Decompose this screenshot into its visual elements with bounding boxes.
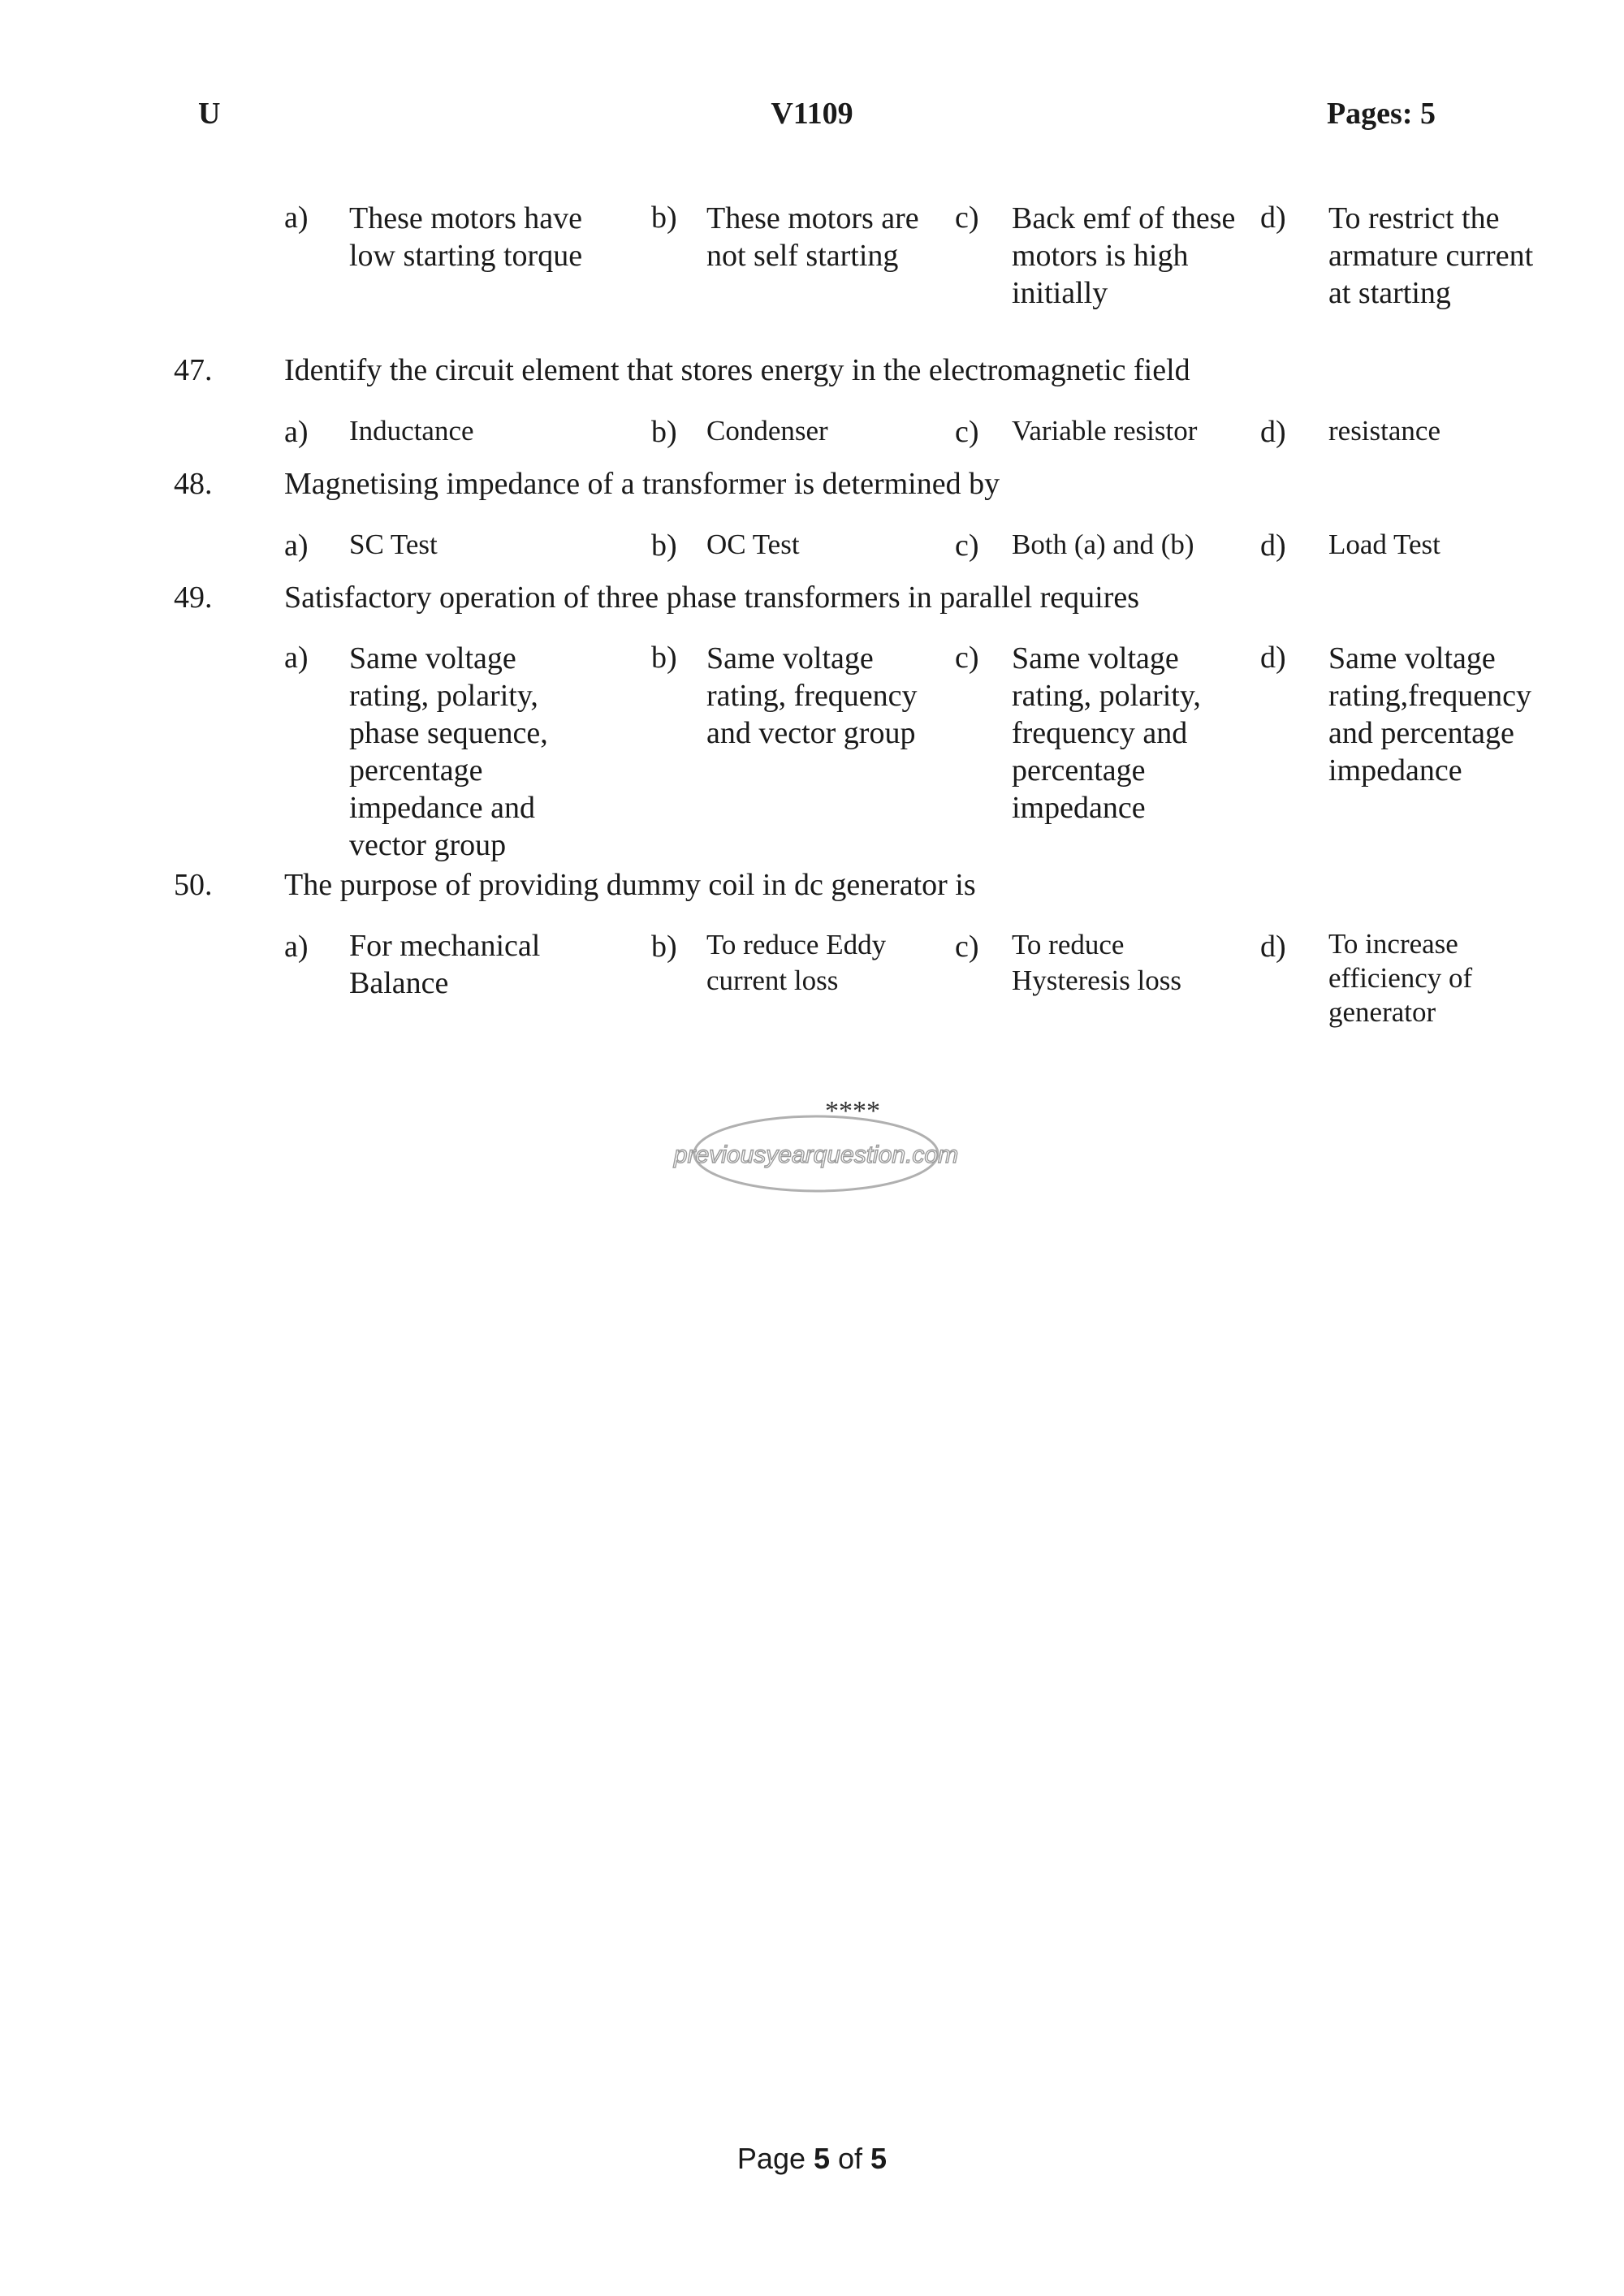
option-letter: d) (1260, 415, 1286, 449)
question-number: 49. (174, 580, 213, 615)
footer-middle: of (830, 2142, 871, 2175)
option-b: Same voltage rating, frequency and vector group (706, 641, 918, 750)
question-text: Identify the circuit element that stores energy in the electromagnetic field (284, 353, 1190, 387)
option-a: These motors have low starting torque (349, 201, 583, 273)
end-of-paper-marker: **** (825, 1096, 880, 1126)
option-letter: d) (1260, 641, 1286, 675)
option-letter: b) (651, 930, 677, 964)
option-b: To reduce Eddy current loss (706, 929, 887, 996)
option-d: resistance (1328, 415, 1440, 447)
question-number: 48. (174, 467, 213, 501)
page-footer (0, 2142, 1624, 2176)
option-d: To restrict the armature current at starting (1328, 201, 1534, 310)
option-letter: c) (955, 201, 979, 235)
option-a: Same voltage rating, polarity, phase sequence, percentage impedance and vector group (349, 641, 548, 862)
option-letter: a) (284, 641, 309, 675)
question-number: 50. (174, 868, 213, 902)
option-letter: a) (284, 930, 309, 964)
question-text: Satisfactory operation of three phase transformers in parallel requires (284, 580, 1140, 615)
option-letter: b) (651, 201, 677, 235)
option-letter: a) (284, 201, 309, 235)
header-paper-code: V1109 (771, 97, 853, 131)
option-letter: a) (284, 529, 309, 563)
option-letter: c) (955, 930, 979, 964)
option-d: Load Test (1328, 529, 1440, 560)
option-letter: c) (955, 529, 979, 563)
option-b: Condenser (706, 415, 828, 447)
header-paper-set: U (198, 97, 221, 131)
option-a: SC Test (349, 529, 438, 560)
option-d: To increase efficiency of generator (1328, 928, 1473, 1028)
header-page-count: Pages: 5 (1326, 97, 1436, 131)
option-a: For mechanical Balance (349, 929, 541, 1000)
footer-prefix: Page (736, 2142, 814, 2175)
option-b: These motors are not self starting (706, 201, 919, 273)
option-letter: c) (955, 415, 979, 449)
option-c: Back emf of these motors is high initially (1012, 201, 1236, 310)
option-d: Same voltage rating,frequency and percentage impedance (1328, 641, 1532, 788)
option-letter: b) (651, 415, 677, 449)
footer-current-page: 5 (813, 2142, 831, 2175)
option-c: Both (a) and (b) (1012, 529, 1194, 560)
option-a: Inductance (349, 415, 474, 447)
option-letter: b) (651, 641, 677, 675)
option-letter: d) (1260, 529, 1286, 563)
watermark-logo (673, 1114, 959, 1193)
option-c: Variable resistor (1012, 415, 1198, 447)
option-b: OC Test (706, 529, 800, 560)
option-letter: a) (284, 415, 309, 449)
question-text: The purpose of providing dummy coil in dc generator is (284, 868, 976, 902)
option-letter: b) (651, 529, 677, 563)
option-letter: d) (1260, 201, 1286, 235)
option-letter: d) (1260, 930, 1286, 964)
option-c: To reduce Hysteresis loss (1012, 929, 1182, 996)
watermark-text: previousyearquestion.com (673, 1142, 959, 1168)
question-text: Magnetising impedance of a transformer is determined by (284, 467, 1000, 501)
option-letter: c) (955, 641, 979, 675)
option-c: Same voltage rating, polarity, frequency and percentage impedance (1012, 641, 1201, 825)
question-number: 47. (174, 353, 213, 387)
footer-total-pages: 5 (870, 2142, 888, 2175)
